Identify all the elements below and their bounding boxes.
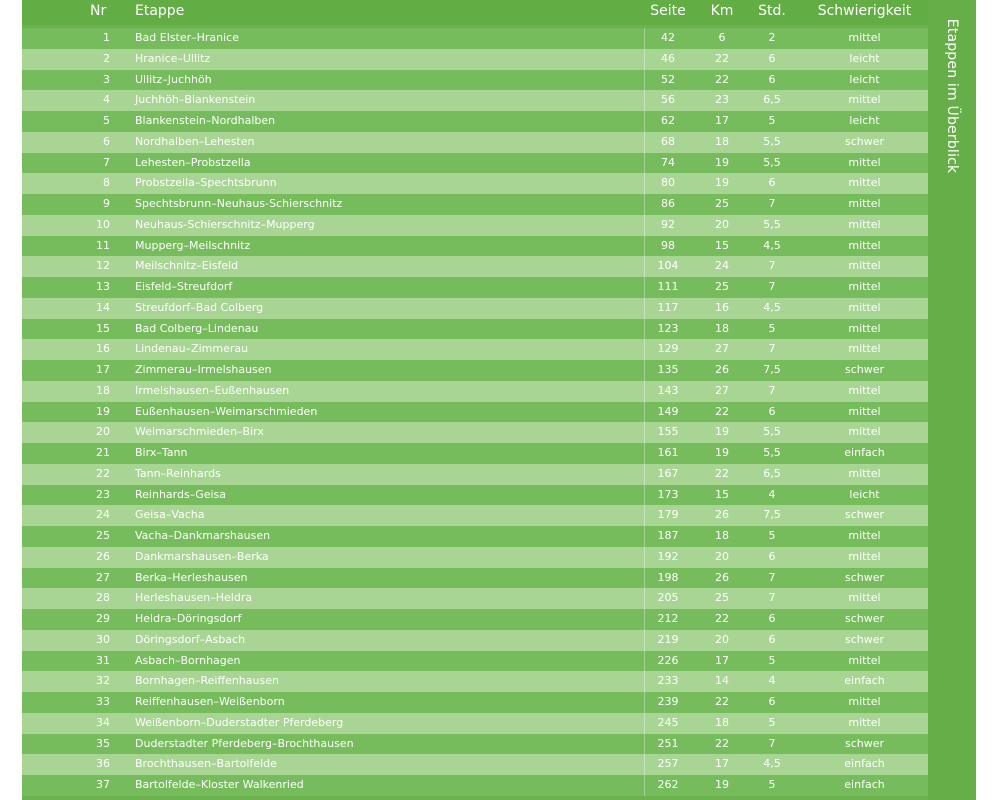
cell-nr: 15 [96, 321, 110, 335]
cell-schwierigkeit: mittel [848, 695, 881, 708]
cell-seite: 92 [661, 217, 675, 231]
cell-nr: 26 [96, 549, 110, 563]
cell-std: 4 [768, 487, 776, 501]
cell-seite: 135 [657, 363, 679, 376]
cell-std: 4,5 [763, 300, 781, 314]
cell-nr: 5 [103, 114, 110, 127]
cell-seite: 62 [661, 114, 675, 127]
cell-km: 27 [715, 342, 729, 356]
cell-std: 5,5 [763, 155, 781, 169]
cell-std: 7 [768, 259, 776, 273]
table-row [22, 630, 928, 651]
cell-km: 24 [715, 259, 729, 273]
table-row [22, 153, 928, 174]
cell-schwierigkeit: mittel [848, 93, 881, 107]
cell-km: 20 [715, 632, 729, 646]
cell-seite: 143 [657, 383, 679, 397]
cell-km: 22 [715, 72, 729, 86]
cell-nr: 10 [96, 217, 110, 231]
table-row [22, 609, 928, 630]
cell-std: 6 [768, 72, 776, 86]
cell-seite: 52 [661, 72, 675, 86]
cell-std: 4 [768, 674, 776, 688]
cell-nr: 18 [96, 383, 110, 397]
table-row [22, 256, 928, 277]
cell-seite: 104 [657, 259, 679, 273]
cell-std: 7,5 [763, 508, 781, 522]
table-row [22, 526, 928, 547]
cell-etappe: Vacha–Dankmarshausen [135, 529, 271, 542]
cell-etappe: Eußenhausen–Weimarschmieden [135, 404, 318, 418]
cell-seite: 205 [657, 591, 679, 605]
cell-schwierigkeit: mittel [848, 383, 881, 397]
cell-nr: 31 [96, 653, 110, 667]
cell-km: 18 [715, 715, 729, 729]
cell-seite: 161 [657, 446, 679, 459]
cell-km: 22 [715, 736, 729, 750]
cell-seite: 173 [657, 487, 679, 501]
cell-etappe: Lehesten–Probstzella [135, 155, 251, 169]
cell-etappe: Mupperg–Meilschnitz [135, 238, 251, 252]
cell-seite: 149 [657, 404, 679, 418]
cell-nr: 2 [103, 51, 110, 65]
cell-schwierigkeit: mittel [848, 155, 881, 169]
cell-std: 7 [768, 280, 776, 293]
cell-km: 14 [715, 674, 729, 688]
cell-etappe: Juchhöh–Blankenstein [135, 93, 256, 107]
cell-schwierigkeit: einfach [844, 446, 885, 459]
table-row [22, 692, 928, 713]
cell-seite: 129 [657, 342, 679, 356]
cell-nr: 13 [96, 280, 110, 293]
table-row [22, 90, 928, 111]
cell-schwierigkeit: mittel [848, 176, 881, 190]
cell-schwierigkeit: leicht [849, 487, 880, 501]
cell-std: 5 [768, 114, 776, 127]
cell-seite: 179 [657, 508, 679, 522]
cell-nr: 1 [103, 31, 110, 44]
cell-etappe: Tann–Reinhards [135, 466, 221, 480]
cell-etappe: Zimmerau–Irmelshausen [135, 363, 272, 376]
cell-std: 7 [768, 570, 776, 584]
table-header [22, 0, 928, 25]
cell-etappe: Heldra–Döringsdorf [135, 612, 242, 625]
cell-km: 19 [715, 446, 729, 459]
cell-schwierigkeit: mittel [848, 425, 881, 439]
cell-nr: 36 [96, 757, 110, 771]
cell-km: 17 [715, 114, 729, 127]
cell-std: 6 [768, 51, 776, 65]
cell-km: 15 [715, 238, 729, 252]
cell-km: 26 [715, 508, 729, 522]
table-row [22, 215, 928, 236]
cell-schwierigkeit: mittel [848, 280, 881, 293]
cell-seite: 262 [657, 778, 679, 791]
cell-std: 5,5 [763, 217, 781, 231]
cell-seite: 167 [657, 466, 679, 480]
cell-etappe: Berka–Herleshausen [135, 570, 248, 584]
cell-km: 22 [715, 612, 729, 625]
table-row [22, 775, 928, 796]
cell-std: 5 [768, 529, 776, 542]
cell-std: 5,5 [763, 446, 781, 459]
cell-std: 5 [768, 653, 776, 667]
cell-etappe: Reinhards–Geisa [135, 487, 227, 501]
cell-km: 22 [715, 466, 729, 480]
cell-etappe: Streufdorf–Bad Colberg [135, 300, 264, 314]
cell-schwierigkeit: mittel [848, 591, 881, 605]
table-row [22, 505, 928, 526]
cell-schwierigkeit: schwer [844, 508, 885, 522]
cell-schwierigkeit: schwer [844, 612, 885, 625]
cell-km: 26 [715, 570, 729, 584]
cell-seite: 212 [657, 612, 679, 625]
cell-std: 4,5 [763, 238, 781, 252]
cell-etappe: Meilschnitz–Eisfeld [135, 259, 239, 273]
table-row [22, 319, 928, 340]
cell-schwierigkeit: leicht [849, 114, 880, 127]
cell-etappe: Bornhagen–Reiffenhausen [135, 674, 279, 688]
table-row [22, 194, 928, 215]
cell-std: 7 [768, 342, 776, 356]
cell-std: 6 [768, 549, 776, 563]
cell-nr: 30 [96, 632, 110, 646]
cell-etappe: Reiffenhausen–Weißenborn [135, 695, 285, 708]
cell-std: 7,5 [763, 363, 781, 376]
cell-seite: 98 [661, 238, 675, 252]
cell-nr: 17 [96, 363, 110, 376]
table-row [22, 298, 928, 319]
cell-std: 6 [768, 695, 776, 708]
cell-etappe: Weimarschmieden–Birx [135, 425, 264, 439]
cell-std: 6 [768, 176, 776, 190]
cell-seite: 56 [661, 93, 675, 107]
cell-seite: 117 [657, 300, 679, 314]
cell-nr: 33 [96, 695, 110, 708]
cell-etappe: Ullitz–Juchhöh [135, 72, 212, 86]
table-row [22, 588, 928, 609]
cell-km: 25 [715, 280, 729, 293]
cell-etappe: Duderstadter Pferdeberg–Brochthausen [135, 736, 354, 750]
cell-schwierigkeit: mittel [848, 529, 881, 542]
cell-schwierigkeit: schwer [844, 363, 885, 376]
header-nr: Nr [90, 3, 107, 19]
cell-schwierigkeit: mittel [848, 31, 881, 44]
cell-std: 4,5 [763, 757, 781, 771]
table-row [22, 111, 928, 132]
table-row [22, 381, 928, 402]
cell-schwierigkeit: schwer [844, 736, 885, 750]
table-row [22, 713, 928, 734]
header-etappe: Etappe [135, 3, 185, 19]
cell-nr: 21 [96, 446, 110, 459]
cell-etappe: Neuhaus-Schierschnitz–Mupperg [135, 217, 315, 231]
cell-etappe: Bad Elster–Hranice [135, 31, 239, 44]
header-std: Std. [758, 3, 786, 19]
cell-schwierigkeit: mittel [848, 549, 881, 563]
cell-nr: 20 [96, 425, 110, 439]
cell-schwierigkeit: schwer [844, 570, 885, 584]
cell-schwierigkeit: leicht [849, 72, 880, 86]
cell-seite: 251 [657, 736, 679, 750]
cell-nr: 24 [96, 508, 110, 522]
cell-km: 20 [715, 549, 729, 563]
cell-nr: 28 [96, 591, 110, 605]
cell-km: 18 [715, 529, 729, 542]
cell-nr: 37 [96, 778, 110, 791]
cell-km: 19 [715, 176, 729, 190]
cell-schwierigkeit: einfach [844, 674, 885, 688]
table-row [22, 236, 928, 257]
cell-km: 16 [715, 300, 729, 314]
cell-nr: 9 [103, 197, 110, 210]
cell-schwierigkeit: mittel [848, 715, 881, 729]
cell-nr: 25 [96, 529, 110, 542]
cell-nr: 19 [96, 404, 110, 418]
cell-std: 7 [768, 383, 776, 397]
table-row [22, 568, 928, 589]
cell-std: 5 [768, 715, 776, 729]
header-schwierigkeit: Schwierigkeit [817, 3, 912, 19]
cell-km: 27 [715, 383, 729, 397]
table-body [22, 28, 928, 796]
cell-etappe: Geisa–Vacha [135, 508, 205, 522]
cell-std: 6 [768, 404, 776, 418]
cell-schwierigkeit: mittel [848, 342, 881, 356]
cell-km: 25 [715, 197, 729, 210]
cell-nr: 6 [103, 134, 110, 148]
cell-nr: 12 [96, 259, 110, 273]
table-row [22, 402, 928, 423]
cell-seite: 219 [657, 632, 679, 646]
cell-nr: 23 [96, 487, 110, 501]
cell-seite: 245 [657, 715, 679, 729]
cell-km: 18 [715, 134, 729, 148]
cell-seite: 155 [657, 425, 679, 439]
cell-etappe: Nordhalben–Lehesten [135, 134, 255, 148]
cell-etappe: Birx–Tann [135, 446, 188, 459]
cell-seite: 46 [661, 51, 675, 65]
cell-nr: 16 [96, 342, 110, 356]
cell-std: 7 [768, 736, 776, 750]
cell-schwierigkeit: mittel [848, 259, 881, 273]
cell-nr: 14 [96, 300, 110, 314]
cell-km: 6 [718, 31, 726, 44]
cell-seite: 187 [657, 529, 679, 542]
header-seite: Seite [650, 3, 686, 19]
cell-std: 2 [768, 31, 776, 44]
cell-schwierigkeit: schwer [844, 632, 885, 646]
cell-km: 17 [715, 757, 729, 771]
table-row [22, 734, 928, 755]
cell-nr: 34 [96, 715, 110, 729]
cell-seite: 257 [657, 757, 679, 771]
cell-seite: 68 [661, 134, 675, 148]
cell-schwierigkeit: schwer [844, 134, 885, 148]
cell-seite: 74 [661, 155, 675, 169]
cell-etappe: Probstzella–Spechtsbrunn [135, 176, 277, 190]
table-row [22, 49, 928, 70]
table-row [22, 671, 928, 692]
cell-std: 5,5 [763, 425, 781, 439]
cell-seite: 123 [657, 321, 679, 335]
cell-schwierigkeit: einfach [844, 778, 885, 791]
cell-km: 23 [715, 93, 729, 107]
cell-seite: 226 [657, 653, 679, 667]
cell-etappe: Asbach–Bornhagen [135, 653, 241, 667]
cell-etappe: Bartolfelde–Kloster Walkenried [135, 778, 304, 791]
table-row [22, 547, 928, 568]
cell-seite: 86 [661, 197, 675, 210]
cell-km: 25 [715, 591, 729, 605]
table-row [22, 339, 928, 360]
cell-schwierigkeit: mittel [848, 653, 881, 667]
cell-etappe: Herleshausen–Heldra [135, 591, 253, 605]
cell-schwierigkeit: mittel [848, 238, 881, 252]
table-row [22, 422, 928, 443]
cell-nr: 29 [96, 612, 110, 625]
cell-schwierigkeit: mittel [848, 217, 881, 231]
cell-schwierigkeit: leicht [849, 51, 880, 65]
table-row [22, 360, 928, 381]
cell-std: 5 [768, 778, 776, 791]
cell-nr: 4 [103, 93, 110, 107]
cell-km: 18 [715, 321, 729, 335]
cell-km: 19 [715, 778, 729, 791]
cell-km: 22 [715, 51, 729, 65]
table-row [22, 70, 928, 91]
cell-etappe: Bad Colberg–Lindenau [135, 321, 259, 335]
cell-etappe: Dankmarshausen–Berka [135, 549, 269, 563]
table-row [22, 464, 928, 485]
table-row [22, 277, 928, 298]
cell-std: 6 [768, 632, 776, 646]
cell-std: 7 [768, 591, 776, 605]
cell-schwierigkeit: mittel [848, 300, 881, 314]
side-title: Etappen im Überblick [944, 18, 960, 174]
cell-nr: 22 [96, 466, 110, 480]
cell-km: 17 [715, 653, 729, 667]
cell-km: 19 [715, 155, 729, 169]
cell-std: 6,5 [763, 466, 781, 480]
table-row [22, 173, 928, 194]
cell-etappe: Brochthausen–Bartolfelde [135, 757, 277, 771]
table-row [22, 443, 928, 464]
cell-km: 22 [715, 404, 729, 418]
cell-seite: 192 [657, 549, 679, 563]
cell-nr: 8 [103, 176, 110, 190]
cell-schwierigkeit: einfach [844, 757, 885, 771]
cell-seite: 80 [661, 176, 675, 190]
table-row [22, 132, 928, 153]
cell-schwierigkeit: mittel [848, 321, 881, 335]
cell-std: 5 [768, 321, 776, 335]
cell-seite: 111 [657, 280, 679, 293]
cell-km: 22 [715, 695, 729, 708]
cell-seite: 198 [657, 570, 679, 584]
cell-seite: 239 [657, 695, 679, 708]
cell-etappe: Irmelshausen–Eußenhausen [135, 383, 290, 397]
cell-etappe: Lindenau–Zimmerau [135, 342, 249, 356]
cell-std: 6 [768, 612, 776, 625]
cell-std: 6,5 [763, 93, 781, 107]
table-row [22, 754, 928, 775]
cell-nr: 3 [103, 72, 110, 86]
cell-seite: 233 [657, 674, 679, 688]
cell-km: 15 [715, 487, 729, 501]
cell-etappe: Eisfeld–Streufdorf [135, 280, 233, 293]
cell-etappe: Döringsdorf–Asbach [135, 632, 246, 646]
table-row [22, 651, 928, 672]
table-row [22, 28, 928, 49]
cell-km: 20 [715, 217, 729, 231]
cell-nr: 27 [96, 570, 110, 584]
cell-nr: 11 [96, 238, 110, 252]
cell-nr: 7 [103, 155, 110, 169]
cell-std: 5,5 [763, 134, 781, 148]
header-km: Km [710, 3, 734, 19]
table-row [22, 485, 928, 506]
cell-km: 26 [715, 363, 729, 376]
cell-etappe: Hranice–Ullitz [135, 51, 211, 65]
cell-km: 19 [715, 425, 729, 439]
cell-schwierigkeit: mittel [848, 466, 881, 480]
cell-schwierigkeit: mittel [848, 197, 881, 210]
cell-seite: 42 [661, 31, 675, 44]
cell-std: 7 [768, 197, 776, 210]
cell-schwierigkeit: mittel [848, 404, 881, 418]
cell-etappe: Blankenstein–Nordhalben [135, 114, 276, 127]
cell-nr: 32 [96, 674, 110, 688]
cell-nr: 35 [96, 736, 110, 750]
cell-etappe: Weißenborn–Duderstadter Pferdeberg [135, 715, 344, 729]
cell-etappe: Spechtsbrunn–Neuhaus-Schierschnitz [135, 197, 343, 210]
